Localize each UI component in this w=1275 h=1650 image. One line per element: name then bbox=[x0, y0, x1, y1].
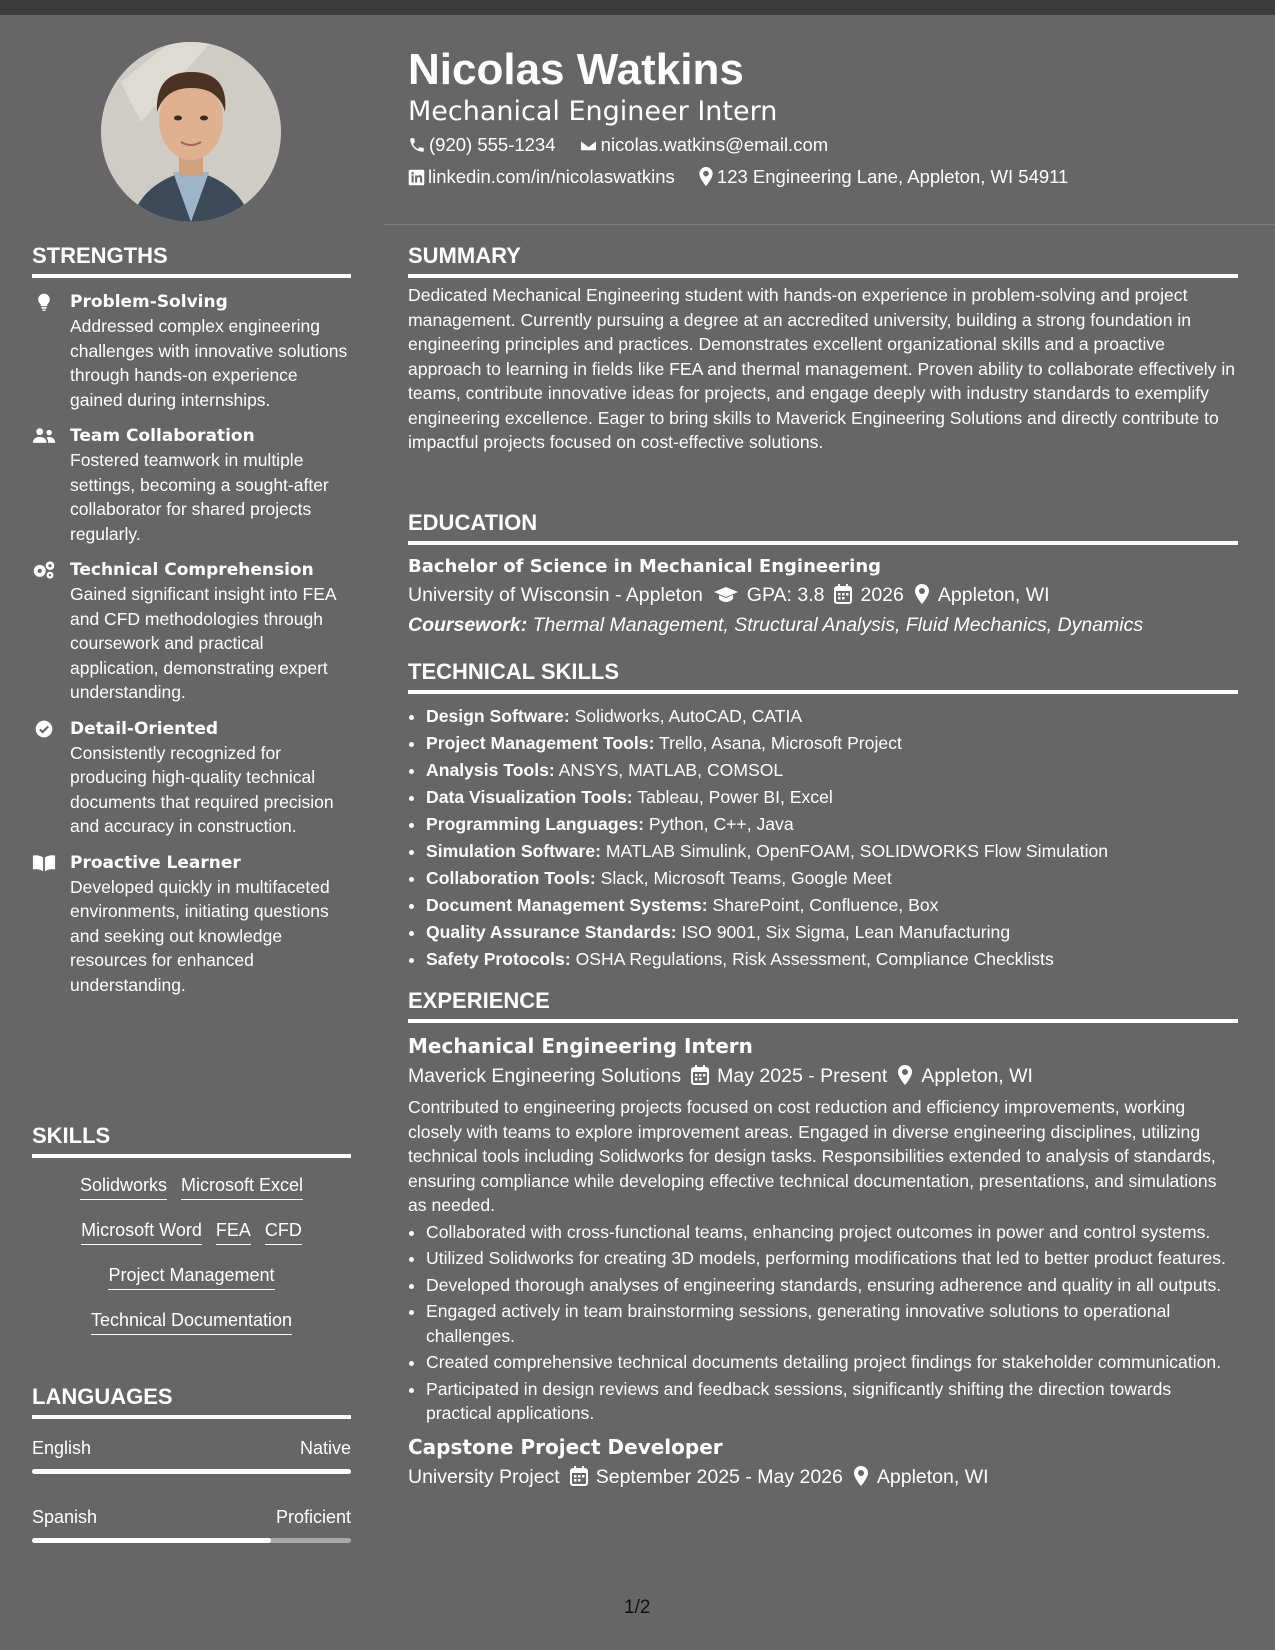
graduation-cap-icon bbox=[713, 586, 739, 604]
education-heading: EDUCATION bbox=[408, 510, 1238, 545]
job-title: Mechanical Engineering Intern bbox=[408, 1034, 753, 1058]
list-item: • Engaged actively in team brainstorming sessions, generating innovative solutions to operational challenges. bbox=[426, 1299, 1238, 1348]
education-location: Appleton, WI bbox=[937, 584, 1050, 606]
language-level: Proficient bbox=[275, 1507, 351, 1527]
phone-text: (920) 555-1234 bbox=[429, 134, 556, 155]
gpa-text: GPA: 3.8 bbox=[746, 584, 825, 606]
strengths-section bbox=[32, 243, 351, 997]
language-name: Spanish bbox=[32, 1507, 98, 1527]
strength-name: Problem-Solving bbox=[70, 292, 228, 312]
skill-chip: Microsoft Excel bbox=[181, 1172, 303, 1200]
education-meta bbox=[408, 580, 1238, 610]
job-bullets bbox=[408, 1220, 1238, 1426]
list-item: • Project Management Tools: Trello, Asana, Microsoft Project bbox=[426, 730, 1238, 757]
strength-desc: Developed quickly in multifaceted environments, initiating questions and seeking out knowledge resources for enhanced understanding. bbox=[70, 876, 330, 995]
skill-chip: Solidworks bbox=[80, 1172, 167, 1200]
calendar-icon bbox=[570, 1466, 588, 1486]
profile-photo bbox=[101, 42, 281, 222]
book-open-icon bbox=[32, 853, 56, 873]
strength-desc: Consistently recognized for producing high-quality technical documents that required precision and accuracy in construction. bbox=[70, 742, 334, 836]
page-number: 1/2 bbox=[624, 1597, 651, 1618]
list-item: • Design Software: Solidworks, AutoCAD, CATIA bbox=[426, 703, 1238, 730]
company-name: University Project bbox=[408, 1465, 560, 1488]
skill-chip: Technical Documentation bbox=[91, 1307, 292, 1335]
list-item: • Developed thorough analyses of engineering standards, ensuring adherence and quality in all outputs. bbox=[426, 1273, 1238, 1298]
list-item: • Participated in design reviews and feedback sessions, significantly shifting the direction towards practical applications. bbox=[426, 1377, 1238, 1426]
strength-item bbox=[32, 717, 351, 839]
list-item: • Document Management Systems: SharePoint, Confluence, Box bbox=[426, 892, 1238, 919]
skill-chips bbox=[32, 1172, 351, 1352]
summary-text: Dedicated Mechanical Engineering student with hands-on experience in problem-solving and project management. Currently pursuing a degree at an accredited university, building a strong foundation in engineering principles and practices. Demonstrates excellent organizational skills and a proactive approach to learning in fields like FEA and thermal management. Proven ability to collaborate effectively in teams, contribute innovative ideas for projects, and engage deeply with industry standards to exemplify engineering excellence. Eager to bring skills to Maverick Engineering Solutions and directly contribute to impactful projects focused on cost-effective solutions. bbox=[408, 285, 1236, 452]
phone-contact[interactable] bbox=[408, 134, 561, 155]
map-pin-icon bbox=[853, 1466, 869, 1486]
job-dates: September 2025 - May 2026 bbox=[595, 1465, 843, 1488]
gears-icon bbox=[32, 560, 56, 580]
languages-section bbox=[32, 1384, 351, 1543]
list-item: • Data Visualization Tools: Tableau, Power BI, Excel bbox=[426, 784, 1238, 811]
graduation-year: 2026 bbox=[860, 584, 904, 606]
list-item: • Analysis Tools: ANSYS, MATLAB, COMSOL bbox=[426, 757, 1238, 784]
address-contact bbox=[698, 166, 1068, 187]
linkedin-icon bbox=[408, 169, 425, 186]
language-item bbox=[32, 1435, 351, 1474]
job-description: Contributed to engineering projects focused on cost reduction and efficiency improvements, working closely with teams to explore improvement areas. Engaged in diverse engineering disciplines, utilizing technical tools including Solidworks for design tasks. Responsibilities extended to analysis of standards, ensuring compliance while developing effective technical documentation, presentations, and simulations as needed. bbox=[408, 1097, 1217, 1215]
users-icon bbox=[32, 426, 56, 446]
linkedin-contact[interactable] bbox=[408, 166, 680, 187]
coursework-list: Thermal Management, Structural Analysis, Fluid Mechanics, Dynamics bbox=[532, 614, 1144, 636]
strength-desc: Addressed complex engineering challenges with innovative solutions through hands-on experience gained during internships. bbox=[70, 316, 348, 410]
email-contact[interactable] bbox=[579, 134, 829, 155]
language-bar bbox=[32, 1538, 351, 1543]
strengths-heading: STRENGTHS bbox=[32, 243, 351, 278]
header-divider bbox=[383, 224, 1275, 225]
summary-section bbox=[408, 243, 1238, 455]
job-dates: May 2025 - Present bbox=[717, 1065, 888, 1087]
strength-name: Technical Comprehension bbox=[70, 560, 314, 580]
strength-name: Detail-Oriented bbox=[70, 718, 219, 739]
coursework-label: Coursework: bbox=[408, 614, 528, 636]
language-bar-fill bbox=[32, 1469, 351, 1474]
strength-item bbox=[32, 290, 351, 412]
job-meta bbox=[408, 1061, 1238, 1091]
technical-skills-list bbox=[408, 703, 1238, 973]
strength-name: Team Collaboration bbox=[70, 426, 255, 446]
language-level: Native bbox=[299, 1438, 351, 1458]
language-bar-fill bbox=[32, 1538, 271, 1543]
list-item: • Utilized Solidworks for creating 3D models, performing modifications that led to better product features. bbox=[426, 1246, 1238, 1271]
languages-heading: LANGUAGES bbox=[32, 1384, 351, 1419]
language-bar bbox=[32, 1469, 351, 1474]
skills-heading: SKILLS bbox=[32, 1123, 351, 1158]
address-text: 123 Engineering Lane, Appleton, WI 54911 bbox=[716, 166, 1069, 187]
language-name: English bbox=[32, 1438, 92, 1458]
job-location: Appleton, WI bbox=[921, 1065, 1033, 1087]
strength-name: Proactive Learner bbox=[70, 852, 241, 873]
skills-section bbox=[32, 1123, 351, 1352]
top-bar bbox=[0, 0, 1275, 15]
map-pin-icon bbox=[914, 584, 930, 604]
candidate-name: Nicolas Watkins bbox=[408, 45, 744, 94]
language-item bbox=[32, 1504, 351, 1543]
job-location: Appleton, WI bbox=[876, 1465, 989, 1488]
contact-line-2 bbox=[408, 161, 1238, 193]
degree-title: Bachelor of Science in Mechanical Engineering bbox=[408, 556, 882, 577]
skill-chip: Microsoft Word bbox=[81, 1217, 202, 1245]
strength-item bbox=[32, 558, 351, 705]
skill-chip: Project Management bbox=[108, 1262, 274, 1290]
school-name: University of Wisconsin - Appleton bbox=[408, 584, 703, 606]
list-item: • Simulation Software: MATLAB Simulink, OpenFOAM, SOLIDWORKS Flow Simulation bbox=[426, 838, 1238, 865]
list-item: • Quality Assurance Standards: ISO 9001, Six Sigma, Lean Manufacturing bbox=[426, 919, 1238, 946]
map-pin-icon bbox=[897, 1065, 913, 1085]
experience-heading: EXPERIENCE bbox=[408, 988, 1238, 1023]
company-name: Maverick Engineering Solutions bbox=[408, 1065, 682, 1087]
list-item: • Collaboration Tools: Slack, Microsoft Teams, Google Meet bbox=[426, 865, 1238, 892]
education-section bbox=[408, 510, 1238, 640]
list-item: • Created comprehensive technical documents detailing project findings for stakeholder communication. bbox=[426, 1350, 1238, 1375]
phone-icon bbox=[408, 136, 426, 154]
experience-section bbox=[408, 988, 1238, 1492]
technical-skills-section bbox=[408, 659, 1238, 973]
strength-item bbox=[32, 424, 351, 546]
calendar-icon bbox=[834, 584, 852, 604]
list-item: • Collaborated with cross-functional teams, enhancing project outcomes in power and control systems. bbox=[426, 1220, 1238, 1245]
map-pin-icon bbox=[698, 167, 714, 186]
skill-chip: FEA bbox=[216, 1217, 251, 1245]
list-item: • Safety Protocols: OSHA Regulations, Risk Assessment, Compliance Checklists bbox=[426, 946, 1238, 973]
envelope-icon bbox=[579, 136, 598, 154]
coursework-line bbox=[408, 610, 1238, 640]
strength-desc: Gained significant insight into FEA and CFD methodologies through coursework and practical application, demonstrating expert understanding. bbox=[70, 584, 336, 702]
calendar-icon bbox=[691, 1065, 709, 1085]
resume-header bbox=[408, 45, 1238, 193]
skill-chip: CFD bbox=[265, 1217, 302, 1245]
summary-heading: SUMMARY bbox=[408, 243, 1238, 278]
strength-item bbox=[32, 851, 351, 998]
lightbulb-icon bbox=[32, 292, 56, 312]
technical-skills-heading: TECHNICAL SKILLS bbox=[408, 659, 1238, 694]
contact-line-1 bbox=[408, 129, 1238, 161]
candidate-title: Mechanical Engineer Intern bbox=[408, 96, 778, 127]
linkedin-text: linkedin.com/in/nicolaswatkins bbox=[428, 166, 675, 187]
list-item: • Programming Languages: Python, C++, Java bbox=[426, 811, 1238, 838]
strength-desc: Fostered teamwork in multiple settings, becoming a sought-after collaborator for shared projects regularly. bbox=[70, 450, 329, 544]
check-circle-icon bbox=[32, 719, 56, 739]
resume-page bbox=[0, 15, 1275, 1650]
job-meta bbox=[408, 1462, 1238, 1492]
email-text: nicolas.watkins@email.com bbox=[600, 134, 829, 155]
job-title: Capstone Project Developer bbox=[408, 1434, 723, 1459]
